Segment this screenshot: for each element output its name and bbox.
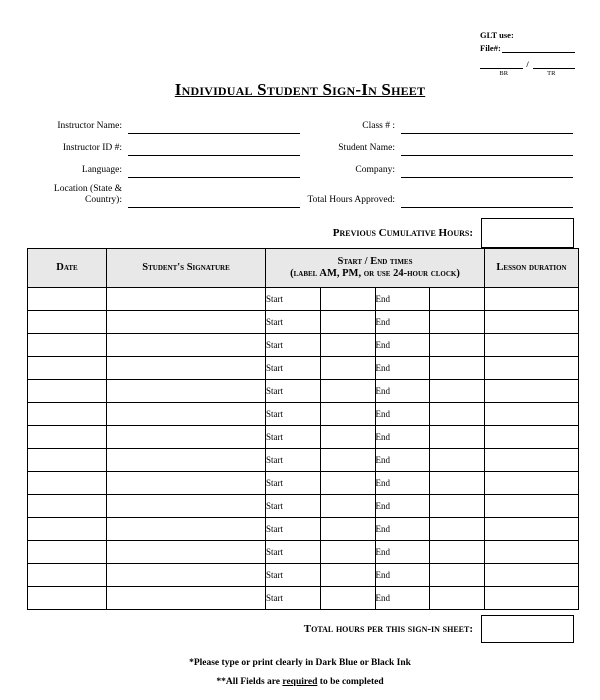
field-label: Total Hours Approved: — [307, 195, 395, 205]
cell-end-time[interactable] — [430, 311, 485, 334]
label-end: End — [375, 288, 430, 311]
cell-signature[interactable] — [107, 472, 266, 495]
cell-end-time[interactable] — [430, 472, 485, 495]
field-company — [300, 156, 573, 178]
footnotes — [0, 658, 600, 696]
cell-start-time[interactable] — [320, 449, 375, 472]
cell-duration[interactable] — [485, 587, 579, 610]
footnote-ink: *Please type or print clearly in Dark Blue or Black Ink — [189, 658, 411, 668]
form-fields-left-column — [27, 112, 300, 208]
cell-duration[interactable] — [485, 564, 579, 587]
cell-date[interactable] — [28, 288, 107, 311]
label-end: End — [375, 518, 430, 541]
field-instructor-id — [27, 134, 300, 156]
cell-duration[interactable] — [485, 311, 579, 334]
cell-signature[interactable] — [107, 357, 266, 380]
footnote-required-pre: **All Fields are — [216, 677, 283, 687]
cell-date[interactable] — [28, 587, 107, 610]
label-end: End — [375, 541, 430, 564]
cell-duration[interactable] — [485, 472, 579, 495]
cell-start-time[interactable] — [320, 518, 375, 541]
label-end: End — [375, 495, 430, 518]
field-class-number — [300, 112, 573, 134]
cell-end-time[interactable] — [430, 449, 485, 472]
field-label: Instructor ID #: — [62, 143, 122, 153]
cell-signature[interactable] — [107, 380, 266, 403]
label-start: Start — [266, 541, 321, 564]
label-start: Start — [266, 518, 321, 541]
cell-start-time[interactable] — [320, 495, 375, 518]
cell-start-time[interactable] — [320, 541, 375, 564]
footnote-required-word: required — [282, 677, 318, 687]
cell-end-time[interactable] — [430, 587, 485, 610]
cell-end-time[interactable] — [430, 564, 485, 587]
field-total-hours-approved — [300, 178, 573, 208]
field-label: Company: — [355, 165, 395, 175]
label-end: End — [375, 426, 430, 449]
column-header-times — [266, 249, 485, 288]
field-label: Language: — [81, 165, 122, 175]
form-fields-right-column — [300, 112, 573, 208]
field-label: Student Name: — [338, 143, 395, 153]
cell-signature[interactable] — [107, 449, 266, 472]
previous-cumulative-hours-label: Previous Cumulative Hours: — [332, 227, 473, 239]
cell-end-time[interactable] — [430, 403, 485, 426]
column-header-times-line1: Start / End times — [337, 256, 413, 267]
cell-date[interactable] — [28, 334, 107, 357]
tr-input[interactable] — [533, 58, 576, 69]
cell-start-time[interactable] — [320, 311, 375, 334]
label-start: Start — [266, 403, 321, 426]
table-row — [28, 426, 579, 449]
previous-cumulative-hours-input[interactable] — [481, 218, 574, 248]
cell-start-time[interactable] — [320, 403, 375, 426]
field-label: Class # : — [362, 121, 395, 131]
br-tr-row — [480, 58, 575, 69]
cell-end-time[interactable] — [430, 357, 485, 380]
label-start: Start — [266, 449, 321, 472]
cell-start-time[interactable] — [320, 426, 375, 449]
label-start: Start — [266, 334, 321, 357]
class-number-input[interactable] — [401, 118, 573, 134]
cell-start-time[interactable] — [320, 587, 375, 610]
cell-duration[interactable] — [485, 403, 579, 426]
label-end: End — [375, 472, 430, 495]
instructor-id-input[interactable] — [128, 140, 300, 156]
br-label: BR — [499, 70, 509, 77]
cell-date[interactable] — [28, 541, 107, 564]
table-row — [28, 357, 579, 380]
total-hours-approved-input[interactable] — [401, 192, 573, 208]
table-row — [28, 380, 579, 403]
total-hours-input[interactable] — [481, 615, 574, 643]
table-row — [28, 587, 579, 610]
cell-signature[interactable] — [107, 288, 266, 311]
cell-start-time[interactable] — [320, 472, 375, 495]
cell-signature[interactable] — [107, 311, 266, 334]
cell-signature[interactable] — [107, 426, 266, 449]
label-end: End — [375, 311, 430, 334]
cell-start-time[interactable] — [320, 334, 375, 357]
tr-label: TR — [547, 70, 556, 77]
cell-date[interactable] — [28, 472, 107, 495]
footnote-required — [0, 677, 600, 687]
cell-duration[interactable] — [485, 426, 579, 449]
cell-duration[interactable] — [485, 449, 579, 472]
cell-end-time[interactable] — [430, 288, 485, 311]
table-row — [28, 334, 579, 357]
cell-end-time[interactable] — [430, 541, 485, 564]
sign-in-table — [27, 248, 579, 610]
glt-use-block — [480, 30, 575, 77]
total-hours-row — [27, 615, 574, 643]
cell-duration[interactable] — [485, 518, 579, 541]
form-fields — [27, 112, 574, 208]
slash-separator: / — [526, 59, 529, 69]
file-number-input[interactable] — [502, 43, 575, 53]
label-start: Start — [266, 357, 321, 380]
br-tr-labels — [480, 70, 575, 77]
label-start: Start — [266, 564, 321, 587]
label-end: End — [375, 449, 430, 472]
table-row — [28, 541, 579, 564]
cell-duration[interactable] — [485, 495, 579, 518]
label-end: End — [375, 380, 430, 403]
cell-signature[interactable] — [107, 334, 266, 357]
cell-signature[interactable] — [107, 403, 266, 426]
table-row — [28, 449, 579, 472]
label-start: Start — [266, 380, 321, 403]
column-header-signature: Student's Signature — [107, 249, 266, 288]
total-hours-label: Total hours per this sign-in sheet: — [303, 623, 473, 635]
field-student-name — [300, 134, 573, 156]
cell-duration[interactable] — [485, 357, 579, 380]
label-start: Start — [266, 587, 321, 610]
label-end: End — [375, 334, 430, 357]
table-row — [28, 564, 579, 587]
cell-duration[interactable] — [485, 541, 579, 564]
label-end: End — [375, 357, 430, 380]
table-row — [28, 472, 579, 495]
table-row — [28, 288, 579, 311]
cell-end-time[interactable] — [430, 495, 485, 518]
file-number-label: File#: — [480, 43, 501, 53]
location-input[interactable] — [128, 192, 300, 208]
table-row — [28, 518, 579, 541]
label-end: End — [375, 564, 430, 587]
field-instructor-name — [27, 112, 300, 134]
label-start: Start — [266, 311, 321, 334]
language-input[interactable] — [128, 162, 300, 178]
cell-start-time[interactable] — [320, 564, 375, 587]
label-start: Start — [266, 495, 321, 518]
cell-date[interactable] — [28, 449, 107, 472]
cell-date[interactable] — [28, 518, 107, 541]
cell-date[interactable] — [28, 357, 107, 380]
file-number-row — [480, 43, 575, 53]
table-header-row — [28, 249, 579, 288]
table-row — [28, 495, 579, 518]
cell-start-time[interactable] — [320, 288, 375, 311]
cell-date[interactable] — [28, 426, 107, 449]
cell-date[interactable] — [28, 564, 107, 587]
cell-signature[interactable] — [107, 518, 266, 541]
cell-duration[interactable] — [485, 380, 579, 403]
cell-signature[interactable] — [107, 587, 266, 610]
field-location — [27, 178, 300, 208]
label-start: Start — [266, 288, 321, 311]
field-label: Location (State & Country): — [53, 184, 122, 205]
br-input[interactable] — [480, 58, 523, 69]
cell-end-time[interactable] — [430, 426, 485, 449]
table-body — [28, 288, 579, 610]
label-end: End — [375, 587, 430, 610]
instructor-name-input[interactable] — [128, 118, 300, 134]
cell-start-time[interactable] — [320, 380, 375, 403]
cell-end-time[interactable] — [430, 380, 485, 403]
cell-signature[interactable] — [107, 495, 266, 518]
cell-signature[interactable] — [107, 564, 266, 587]
cell-date[interactable] — [28, 380, 107, 403]
column-header-date: Date — [28, 249, 107, 288]
field-language — [27, 156, 300, 178]
cell-date[interactable] — [28, 495, 107, 518]
previous-cumulative-hours-row — [27, 218, 574, 248]
column-header-times-line2: (label AM, PM, or use 24-hour clock) — [290, 268, 460, 279]
column-header-duration: Lesson duration — [485, 249, 579, 288]
field-label: Instructor Name: — [57, 121, 122, 131]
cell-end-time[interactable] — [430, 518, 485, 541]
cell-duration[interactable] — [485, 334, 579, 357]
label-start: Start — [266, 426, 321, 449]
label-end: End — [375, 403, 430, 426]
cell-duration[interactable] — [485, 288, 579, 311]
student-name-input[interactable] — [401, 140, 573, 156]
cell-signature[interactable] — [107, 541, 266, 564]
label-start: Start — [266, 472, 321, 495]
cell-end-time[interactable] — [430, 334, 485, 357]
cell-start-time[interactable] — [320, 357, 375, 380]
glt-use-label: GLT use: — [480, 30, 514, 40]
footnote-required-post: to be completed — [317, 677, 384, 687]
table-row — [28, 311, 579, 334]
page-title: Individual Student Sign-In Sheet — [174, 80, 426, 99]
company-input[interactable] — [401, 162, 573, 178]
cell-date[interactable] — [28, 311, 107, 334]
cell-date[interactable] — [28, 403, 107, 426]
table-row — [28, 403, 579, 426]
